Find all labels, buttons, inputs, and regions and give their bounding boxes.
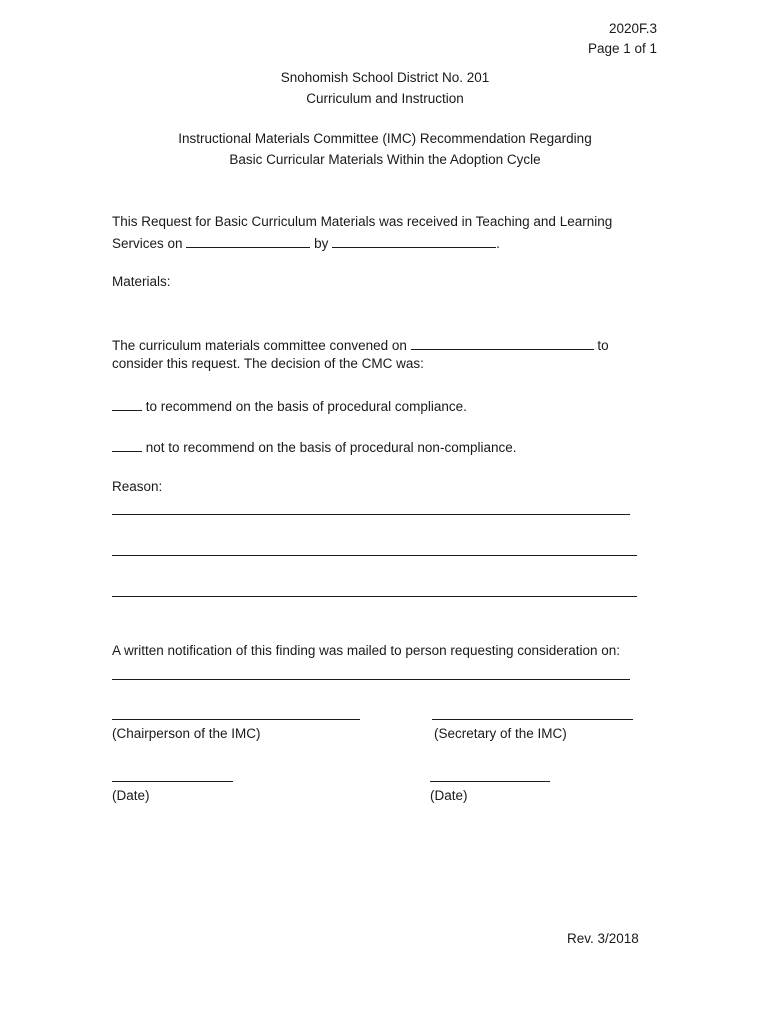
convened-date-field[interactable] (411, 337, 594, 350)
request-by-label: by (314, 236, 329, 251)
department-name: Curriculum and Instruction (306, 91, 464, 106)
convened-line (112, 337, 609, 353)
received-by-field[interactable] (332, 235, 496, 248)
reason-label: Reason: (112, 479, 163, 494)
request-end-period: . (496, 236, 500, 251)
option-recommend (112, 398, 467, 414)
chairperson-date-label: (Date) (112, 788, 150, 803)
request-line2 (112, 235, 500, 251)
form-number: 2020F.3 (608, 21, 657, 36)
request-line1: This Request for Basic Curriculum Materials was received in Teaching and Learning (112, 214, 613, 229)
option-recommend-text: to recommend on the basis of procedural compliance. (145, 399, 467, 414)
not-recommend-checkbox-blank[interactable] (112, 439, 142, 452)
notification-text: A written notification of this finding was mailed to person requesting consideration on: (112, 643, 621, 658)
recommend-checkbox-blank[interactable] (112, 398, 142, 411)
reason-line-2[interactable] (112, 555, 637, 556)
consider-text: consider this request. The decision of the CMC was: (112, 356, 424, 371)
reason-line-3[interactable] (112, 596, 637, 597)
notification-date-line[interactable] (112, 679, 630, 680)
secretary-date-label: (Date) (430, 788, 468, 803)
revision-label: Rev. 3/2018 (567, 931, 639, 946)
convened-to-label: to (597, 338, 609, 353)
received-date-field[interactable] (186, 235, 310, 248)
secretary-date-line[interactable] (430, 781, 550, 782)
chairperson-signature-line[interactable] (112, 719, 360, 720)
request-services-label: Services on (112, 236, 183, 251)
option-not-recommend (112, 439, 516, 455)
district-name: Snohomish School District No. 201 (280, 70, 490, 85)
option-not-recommend-text: not to recommend on the basis of procedural non-compliance. (145, 440, 517, 455)
reason-line-1[interactable] (112, 514, 630, 515)
chairperson-label: (Chairperson of the IMC) (112, 726, 261, 741)
chairperson-date-line[interactable] (112, 781, 233, 782)
form-heading-line1: Instructional Materials Committee (IMC) Recommendation Regarding (178, 131, 592, 146)
materials-label: Materials: (112, 274, 171, 289)
secretary-signature-line[interactable] (432, 719, 633, 720)
convened-text: The curriculum materials committee convened on (112, 338, 407, 353)
page-label: Page 1 of 1 (587, 41, 657, 56)
secretary-label: (Secretary of the IMC) (434, 726, 567, 741)
form-heading-line2: Basic Curricular Materials Within the Adoption Cycle (229, 152, 541, 167)
